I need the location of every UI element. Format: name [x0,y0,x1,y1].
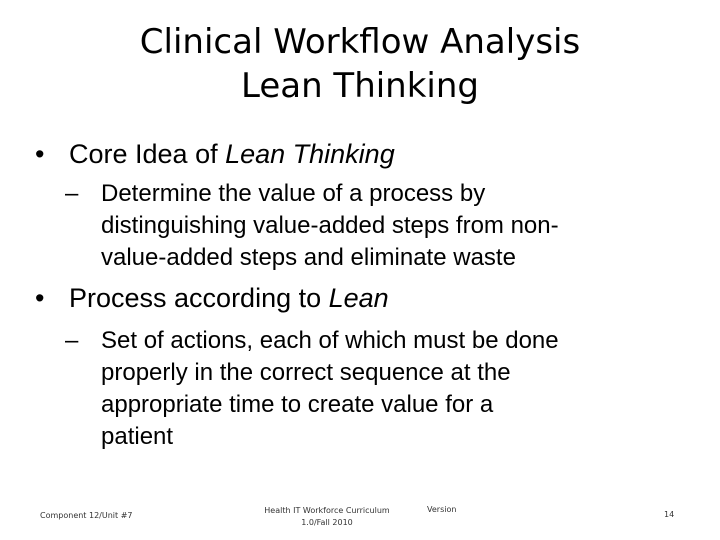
sub-bullet-marker: – [65,327,79,354]
slide-title-line-1: Clinical Workflow Analysis [139,22,581,62]
bullet-core-idea [35,138,395,170]
bullet-marker: • [35,283,45,313]
bullet-marker: • [35,139,45,169]
sub-bullet-line: value-added steps and eliminate waste [101,244,516,271]
footer-version: Version [427,505,457,514]
sub-bullet-line: properly in the correct sequence at the [101,359,511,386]
sub-bullet-line: appropriate time to create value for a [101,391,494,418]
footer-component: Component 12/Unit #7 [40,511,133,520]
slide-title-line-2: Lean Thinking [240,66,480,106]
bullet-emphasis: Lean [328,283,389,313]
sub-bullet-line: patient [101,423,174,450]
sub-bullet-determine-value [65,178,559,274]
sub-bullet-line: Determine the value of a process by [101,180,486,207]
slide-title [0,20,720,108]
sub-bullet-line: distinguishing value-added steps from non- [101,212,559,239]
footer-curriculum-line-2: 1.0/Fall 2010 [301,518,353,527]
bullet-text: Process according to [69,283,329,313]
sub-bullet-set-of-actions [65,325,559,453]
sub-bullet-line: Set of actions, each of which must be done [101,327,559,354]
sub-bullet-marker: – [65,180,79,207]
page-number: 14 [664,510,675,519]
footer-curriculum [252,505,402,529]
bullet-text: Core Idea of [69,139,226,169]
bullet-emphasis: Lean Thinking [225,139,395,169]
bullet-process-lean [35,282,389,314]
footer-curriculum-line-1: Health IT Workforce Curriculum [264,506,390,515]
